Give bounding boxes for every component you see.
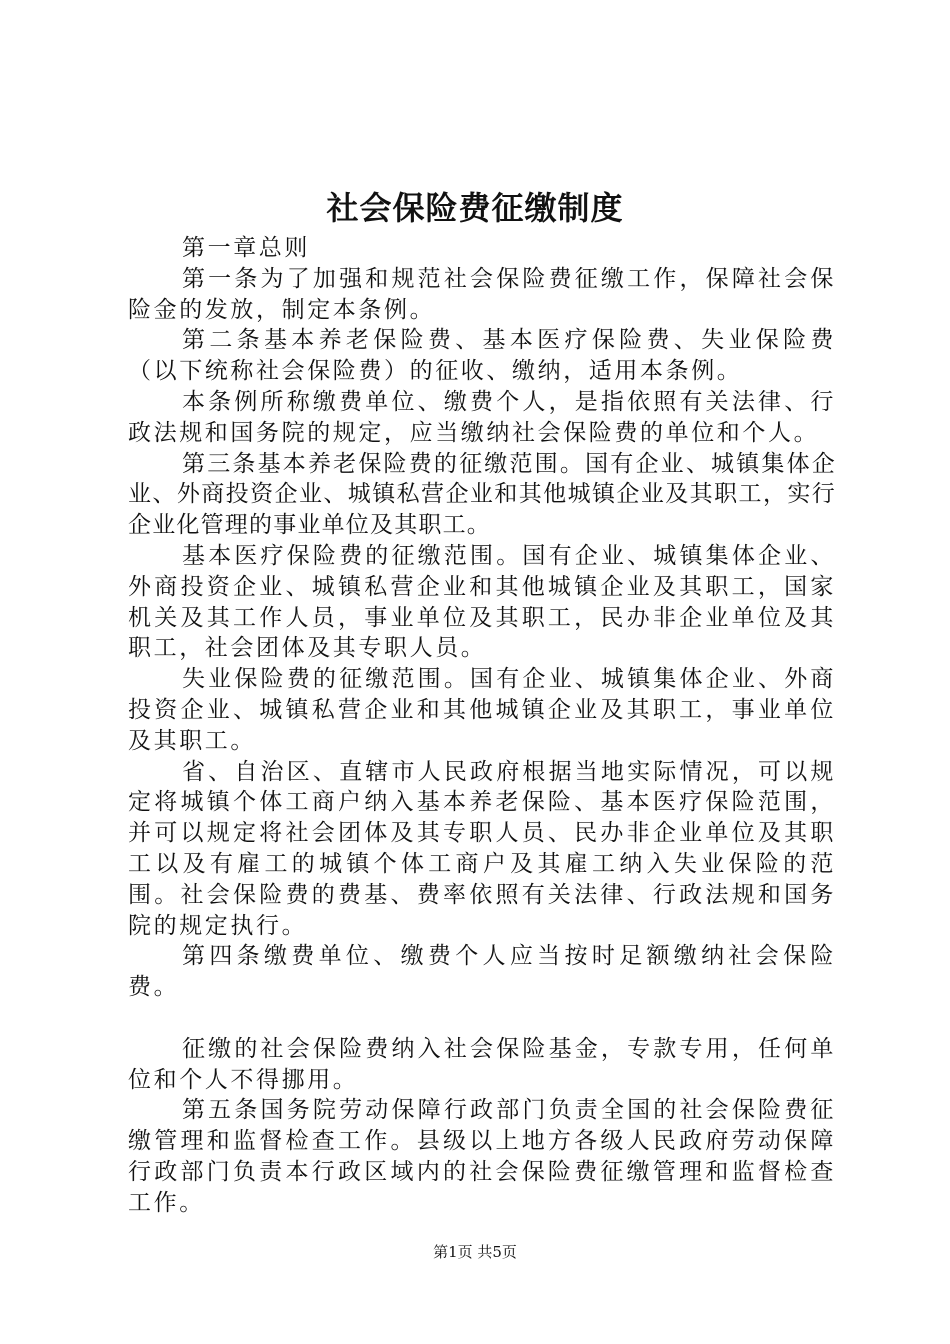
paragraph-definition: 本条例所称缴费单位、缴费个人，是指依照有关法律、行政法规和国务院的规定，应当缴纳社会保险费的单位和个人。 [128, 388, 836, 446]
paragraph-fund-usage: 征缴的社会保险费纳入社会保险基金，专款专用，任何单位和个人不得挪用。 [128, 1035, 836, 1093]
document-title: 社会保险费征缴制度 [326, 189, 624, 227]
document-body [128, 233, 836, 1219]
chapter-heading: 第一章总则 [182, 235, 310, 261]
page-number-footer: 第1页 共5页 [433, 1243, 517, 1261]
paragraph-regional-rules: 省、自治区、直辖市人民政府根据当地实际情况，可以规定将城镇个体工商户纳入基本养老保险、基本医疗保险范围，并可以规定将社会团体及其专职人员、民办非企业单位及其职工以及有雇工的城镇个体工商户及其雇工纳入失业保险的范围。社会保险费的费基、费率依照有关法律、行政法规和国务院的规定执行。 [128, 758, 836, 939]
paragraph-article-5: 第五条国务院劳动保障行政部门负责全国的社会保险费征缴管理和监督检查工作。县级以上地方各级人民政府劳动保障行政部门负责本行政区域内的社会保险费征缴管理和监督检查工作。 [128, 1097, 836, 1216]
paragraph-article-4: 第四条缴费单位、缴费个人应当按时足额缴纳社会保险费。 [128, 943, 836, 1001]
paragraph-medical-scope: 基本医疗保险费的征缴范围。国有企业、城镇集体企业、外商投资企业、城镇私营企业和其他城镇企业及其职工，国家机关及其工作人员，事业单位及其职工，民办非企业单位及其职工，社会团体及其专职人员。 [128, 542, 836, 662]
paragraph-article-1: 第一条为了加强和规范社会保险费征缴工作，保障社会保险金的发放，制定本条例。 [128, 265, 836, 323]
paragraph-article-2: 第二条基本养老保险费、基本医疗保险费、失业保险费（以下统称社会保险费）的征收、缴纳，适用本条例。 [128, 327, 836, 385]
paragraph-unemployment-scope: 失业保险费的征缴范围。国有企业、城镇集体企业、外商投资企业、城镇私营企业和其他城镇企业及其职工，事业单位及其职工。 [128, 666, 836, 754]
paragraph-article-3: 第三条基本养老保险费的征缴范围。国有企业、城镇集体企业、外商投资企业、城镇私营企业和其他城镇企业及其职工，实行企业化管理的事业单位及其职工。 [128, 450, 836, 539]
